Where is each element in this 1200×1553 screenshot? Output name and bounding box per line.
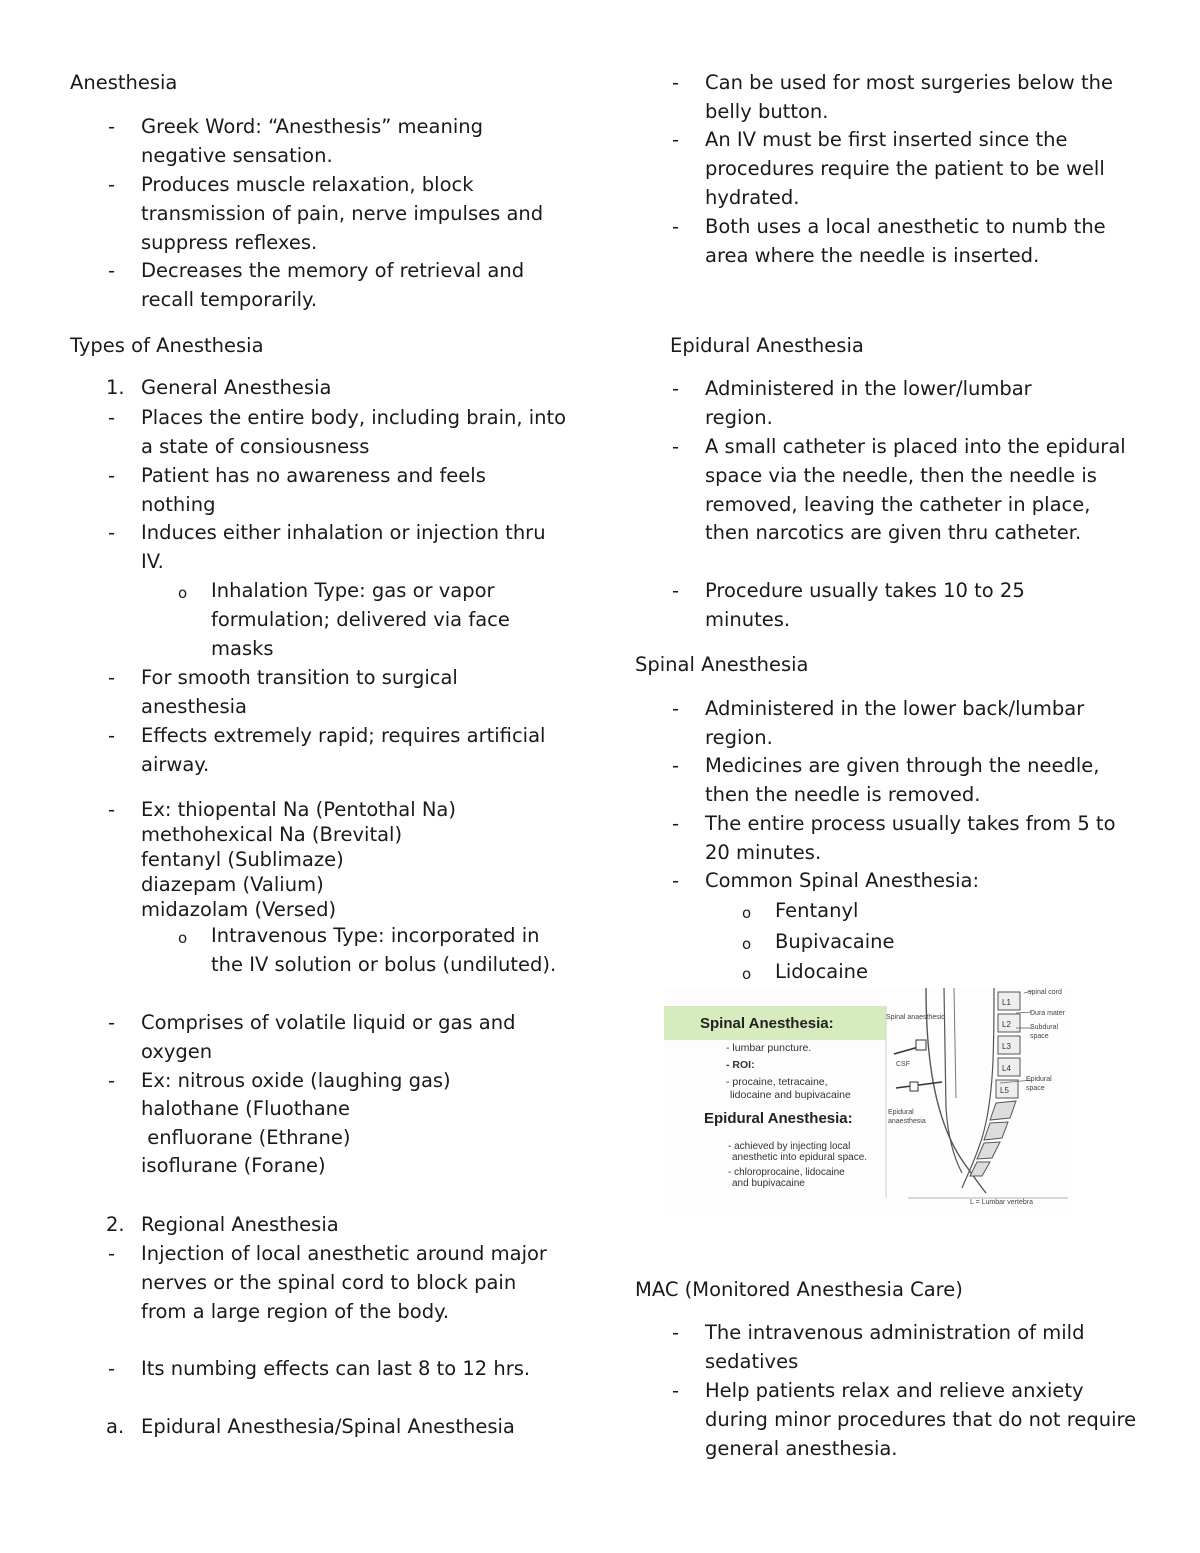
example-line: Ex: thiopental Na (Pentothal Na) <box>141 798 456 821</box>
sub-list-item <box>178 922 558 980</box>
example-line: halothane (Fluothane <box>141 1097 351 1121</box>
vertebra-label: L4 <box>1002 1064 1011 1073</box>
list-item <box>108 519 548 577</box>
list-letter: a. <box>106 1415 125 1438</box>
example-line: methohexical Na (Brevital) <box>141 823 403 846</box>
dash-bullet: - <box>108 115 116 138</box>
list-item <box>672 810 1142 868</box>
list-item-text: Places the entire body, including brain, into a state of consiousness <box>141 406 567 458</box>
label-lumbar-key: L = Lumbar vertebra <box>970 1199 1033 1206</box>
dash-bullet: - <box>672 1379 680 1402</box>
section-heading-mac: MAC (Monitored Anesthesia Care) <box>635 1278 963 1301</box>
list-item-text: Medicines are given through the needle, then the needle is removed. <box>705 754 1100 806</box>
epidural-needle-hub <box>910 1082 918 1091</box>
list-item-text: Procedure usually takes 10 to 25 minutes. <box>705 579 1025 631</box>
figure-epidural-line: - chloroprocaine, lidocaine <box>728 1167 845 1178</box>
section-heading-spinal: Spinal Anesthesia <box>635 653 809 676</box>
list-item <box>672 126 1142 212</box>
list-item-text: The entire process usually takes from 5 to 20 minutes. <box>705 812 1116 864</box>
example-line: diazepam (Valium) <box>141 873 324 896</box>
circle-bullet: o <box>742 934 752 953</box>
list-item-text: Injection of local anesthetic around major nerves or the spinal cord to block pain from a large region of the body. <box>141 1242 547 1323</box>
drug-name: Fentanyl <box>775 899 859 922</box>
label-epidural-space: space <box>1026 1085 1045 1092</box>
dash-bullet: - <box>108 1357 116 1380</box>
circle-bullet: o <box>742 904 752 922</box>
list-item <box>108 462 548 520</box>
dash-bullet: - <box>108 1069 116 1092</box>
list-number: 2. <box>106 1213 125 1236</box>
figure-epidural-line: and bupivacaine <box>732 1178 805 1189</box>
numbered-item-general <box>106 374 576 403</box>
list-item-text: Help patients relax and relieve anxiety during minor procedures that do not require general anesthesia. <box>705 1379 1137 1460</box>
section-heading-anesthesia: Anesthesia <box>70 71 178 94</box>
list-item <box>108 171 548 257</box>
dash-bullet: - <box>672 377 680 400</box>
circle-bullet: o <box>742 965 752 983</box>
sub-list-item-text: Intravenous Type: incorporated in the IV solution or bolus (undiluted). <box>211 924 557 976</box>
list-item-text: Administered in the lower/lumbar region. <box>705 377 1032 429</box>
list-item <box>108 257 548 315</box>
list-item <box>672 577 1102 635</box>
sub-list-item <box>178 577 558 663</box>
vertebra-label: L5 <box>1000 1086 1009 1095</box>
label-epidural-anaesthesia: anaesthesia <box>888 1118 926 1125</box>
dash-bullet: - <box>672 579 680 602</box>
dash-bullet: - <box>108 173 116 196</box>
list-item-text: Patient has no awareness and feels nothing <box>141 464 486 516</box>
drug-name: Lidocaine <box>775 960 869 983</box>
example-line: Ex: nitrous oxide (laughing gas) <box>141 1069 451 1092</box>
dash-bullet: - <box>108 259 116 282</box>
dash-bullet: - <box>108 406 116 429</box>
dash-bullet: - <box>108 798 116 821</box>
list-item <box>108 1355 548 1384</box>
label-spinal-cord: spinal cord <box>1028 989 1062 996</box>
list-item-text: An IV must be first inserted since the procedures require the patient to be well hydrated. <box>705 128 1105 209</box>
sacrum-segments <box>970 1101 1016 1176</box>
vertebra-label: L2 <box>1002 1020 1011 1029</box>
list-item <box>108 1009 568 1067</box>
label-epidural-anaesthesia: Epidural <box>888 1109 914 1116</box>
spinal-needle-hub <box>916 1040 926 1050</box>
list-item-text: Decreases the memory of retrieval and recall temporarily. <box>141 259 525 311</box>
list-item <box>672 69 1142 127</box>
dash-bullet: - <box>108 521 116 544</box>
list-item <box>108 722 548 780</box>
dash-bullet: - <box>108 464 116 487</box>
list-item-text: Both uses a local anesthetic to numb the area where the needle is inserted. <box>705 215 1106 267</box>
anesthesia-diagram <box>664 988 1072 1216</box>
figure-spinal-line: lidocaine and bupivacaine <box>730 1089 851 1101</box>
example-list-item <box>108 1067 568 1181</box>
section-heading-epidural: Epidural Anesthesia <box>670 334 864 357</box>
dash-bullet: - <box>108 1242 116 1265</box>
epidural-needle <box>896 1082 942 1088</box>
list-item-text: A small catheter is placed into the epidural space via the needle, then the needle is removed, leaving the catheter in place, then narcotics are given thru catheter. <box>705 435 1126 545</box>
dash-bullet: - <box>672 869 680 892</box>
cord-inner-line <box>954 988 956 1098</box>
dash-bullet: - <box>672 812 680 835</box>
circle-bullet: o <box>178 929 188 947</box>
list-item-text: Effects extremely rapid; requires artificial airway. <box>141 724 546 776</box>
list-item-text: Induces either inhalation or injection thru IV. <box>141 521 546 573</box>
list-item-text: Administered in the lower back/lumbar region. <box>705 697 1085 749</box>
list-item <box>672 695 1142 753</box>
dash-bullet: - <box>108 724 116 747</box>
drug-item <box>742 896 1042 927</box>
list-item <box>108 664 548 722</box>
drug-item <box>742 927 1042 958</box>
list-item-text: For smooth transition to surgical anesthesia <box>141 666 458 718</box>
vertebra-label: L3 <box>1002 1042 1011 1051</box>
dash-bullet: - <box>108 666 116 689</box>
label-dura-mater: Dura mater <box>1030 1010 1066 1017</box>
subsection-title: Regional Anesthesia <box>141 1213 339 1236</box>
dash-bullet: - <box>672 1321 680 1344</box>
label-subdural-space: space <box>1030 1033 1049 1040</box>
figure-epidural-line: - achieved by injecting local <box>728 1141 851 1152</box>
list-item-text: Common Spinal Anesthesia: <box>705 869 980 892</box>
example-line: midazolam (Versed) <box>141 898 337 921</box>
example-line: fentanyl (Sublimaze) <box>141 848 344 871</box>
list-item-text: Comprises of volatile liquid or gas and oxygen <box>141 1011 516 1063</box>
list-item <box>672 1377 1142 1463</box>
dash-bullet: - <box>672 71 680 94</box>
list-item <box>672 1319 1142 1377</box>
dash-bullet: - <box>672 435 680 458</box>
dash-bullet: - <box>672 128 680 151</box>
figure-spinal-line: - lumbar puncture. <box>726 1042 812 1054</box>
figure-epidural-line: anesthetic into epidural space. <box>732 1152 868 1163</box>
drug-item <box>742 957 1042 988</box>
example-line: isoflurane (Forane) <box>141 1154 326 1178</box>
list-item-text: The intravenous administration of mild sedatives <box>705 1321 1085 1373</box>
list-item <box>108 404 578 462</box>
example-line: enfluorane (Ethrane) <box>141 1125 351 1149</box>
dash-bullet: - <box>672 697 680 720</box>
list-item-text: Its numbing effects can last 8 to 12 hrs. <box>141 1357 531 1380</box>
label-epidural-space: Epidural <box>1026 1076 1052 1083</box>
example-list-item <box>108 797 568 922</box>
list-item <box>672 867 1142 896</box>
drug-list <box>742 896 1042 988</box>
figure-spinal-line: - ROI: <box>726 1059 755 1071</box>
list-item <box>672 213 1142 271</box>
list-item <box>108 113 548 171</box>
list-item <box>672 375 1102 433</box>
lettered-item <box>106 1413 586 1442</box>
figure-spinal-line: - procaine, tetracaine, <box>726 1076 828 1088</box>
figure-epidural-title: Epidural Anesthesia: <box>704 1110 853 1127</box>
dash-bullet: - <box>672 754 680 777</box>
list-item <box>672 752 1142 810</box>
list-item-text: Produces muscle relaxation, block transmission of pain, nerve impulses and suppress reflexes. <box>141 173 544 254</box>
list-number: 1. <box>106 376 125 399</box>
list-item <box>108 1240 548 1326</box>
numbered-item-regional <box>106 1211 576 1240</box>
dash-bullet: - <box>108 1011 116 1034</box>
subsection-title: General Anesthesia <box>141 376 332 399</box>
label-csf: CSF <box>896 1061 910 1068</box>
figure-spinal-title: Spinal Anesthesia: <box>700 1015 834 1032</box>
label-spinal-anaesthesic: Spinal anaesthesic <box>886 1014 945 1021</box>
dash-bullet: - <box>672 215 680 238</box>
section-heading-types: Types of Anesthesia <box>70 334 264 357</box>
list-item-text: Can be used for most surgeries below the belly button. <box>705 71 1113 123</box>
circle-bullet: o <box>178 584 188 602</box>
vertebra-label: L1 <box>1002 998 1011 1007</box>
sub-list-item-text: Inhalation Type: gas or vapor formulation; delivered via face masks <box>211 579 510 660</box>
anesthesia-diagram-figure <box>664 988 1072 1216</box>
label-subdural-space: Subdural <box>1030 1024 1059 1031</box>
lettered-item-text: Epidural Anesthesia/Spinal Anesthesia <box>141 1415 515 1438</box>
drug-name: Bupivacaine <box>775 929 895 953</box>
list-item <box>672 433 1132 548</box>
list-item-text: Greek Word: “Anesthesis” meaning negative sensation. <box>141 115 484 167</box>
